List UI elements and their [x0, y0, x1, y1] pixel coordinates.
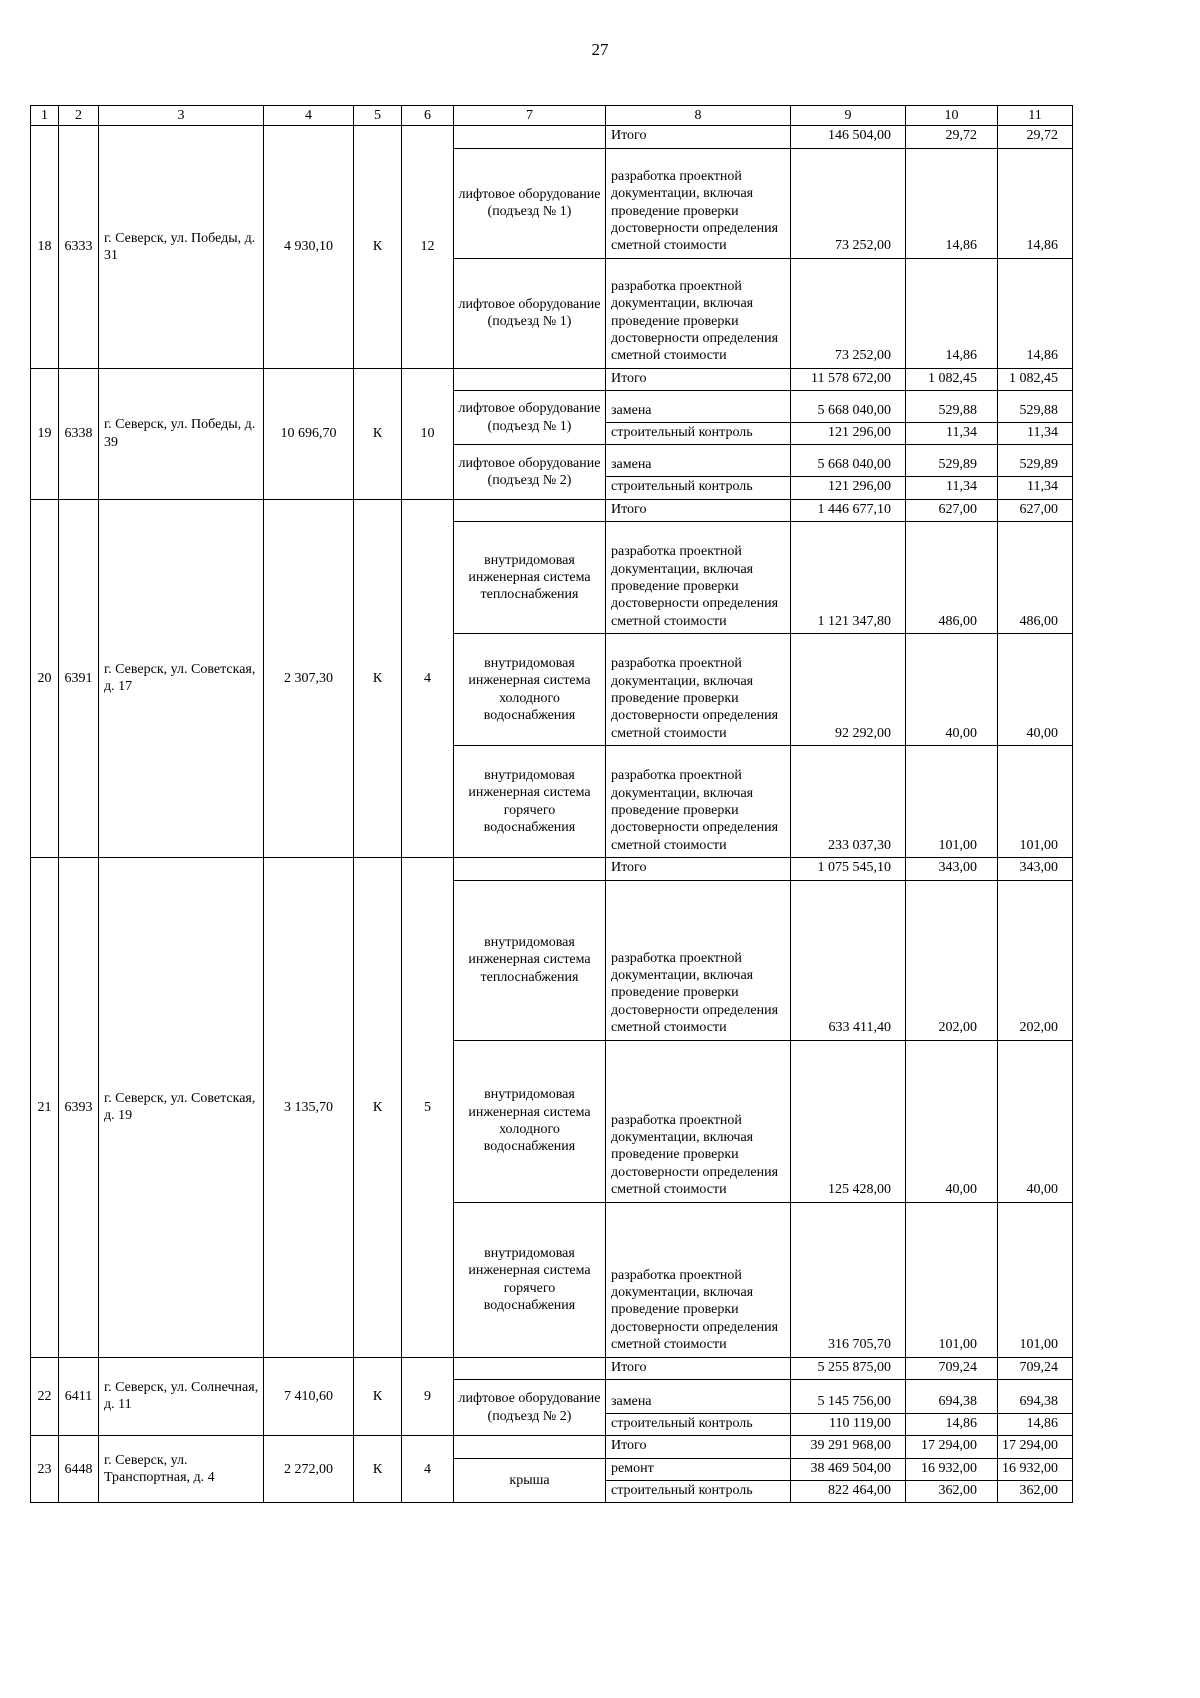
work-type-cell: разработка проектной документации, включая проведение проверки достоверности определения сметной стоимости [606, 880, 791, 1040]
count-cell: 4 [402, 499, 454, 857]
area-cell: 2 272,00 [264, 1436, 354, 1503]
unit-cost-cell: 1 082,45 [906, 368, 998, 390]
unit-cost-cell: 486,00 [906, 522, 998, 634]
work-type-cell: строительный контроль [606, 423, 791, 445]
unit-cost-cell: 11,34 [906, 423, 998, 445]
unit-cost-cell: 202,00 [906, 880, 998, 1040]
system-cell-empty [454, 499, 606, 521]
count-cell: 12 [402, 126, 454, 368]
code-cell: 6393 [59, 858, 99, 1357]
area-cell: 4 930,10 [264, 126, 354, 368]
address-cell: г. Северск, ул. Советская, д. 17 [99, 499, 264, 857]
column-header-cell: 7 [454, 106, 606, 126]
category-cell: К [354, 1436, 402, 1503]
seq-cell: 19 [31, 368, 59, 499]
cost-cell: 121 296,00 [791, 477, 906, 499]
total-row [31, 1357, 1073, 1379]
category-cell: К [354, 126, 402, 368]
system-cell: лифтовое оборудование (подъезд № 2) [454, 1379, 606, 1435]
cost-cell: 633 411,40 [791, 880, 906, 1040]
system-cell: внутридомовая инженерная система теплоснабжения [454, 522, 606, 634]
unit-cost-cell: 11,34 [998, 477, 1073, 499]
address-cell: г. Северск, ул. Солнечная, д. 11 [99, 1357, 264, 1436]
unit-cost-cell: 694,38 [906, 1379, 998, 1413]
column-header-cell: 5 [354, 106, 402, 126]
count-cell: 4 [402, 1436, 454, 1503]
cost-cell: 822 464,00 [791, 1480, 906, 1502]
system-cell: лифтовое оборудование (подъезд № 1) [454, 391, 606, 445]
column-header-cell: 9 [791, 106, 906, 126]
cost-cell: 5 145 756,00 [791, 1379, 906, 1413]
page-number: 27 [591, 40, 609, 59]
unit-cost-cell: 29,72 [998, 126, 1073, 148]
work-type-cell: разработка проектной документации, включая проведение проверки достоверности определения сметной стоимости [606, 522, 791, 634]
category-cell: К [354, 858, 402, 1357]
total-label-cell: Итого [606, 126, 791, 148]
unit-cost-cell: 529,88 [998, 391, 1073, 423]
seq-cell: 18 [31, 126, 59, 368]
total-label-cell: Итого [606, 368, 791, 390]
unit-cost-cell: 529,89 [906, 445, 998, 477]
unit-cost-cell: 40,00 [998, 1040, 1073, 1202]
system-cell-empty [454, 126, 606, 148]
system-cell: внутридомовая инженерная система горячего водоснабжения [454, 746, 606, 858]
total-row [31, 1436, 1073, 1458]
unit-cost-cell: 627,00 [998, 499, 1073, 521]
total-label-cell: Итого [606, 499, 791, 521]
repair-program-table [30, 105, 1073, 1503]
code-cell: 6448 [59, 1436, 99, 1503]
total-row [31, 368, 1073, 390]
table-header-row [31, 106, 1073, 126]
address-cell: г. Северск, ул. Победы, д. 39 [99, 368, 264, 499]
column-header-cell: 3 [99, 106, 264, 126]
address-cell: г. Северск, ул. Победы, д. 31 [99, 126, 264, 368]
system-cell-empty [454, 368, 606, 390]
work-type-cell: разработка проектной документации, включая проведение проверки достоверности определения сметной стоимости [606, 1040, 791, 1202]
cost-cell: 125 428,00 [791, 1040, 906, 1202]
system-cell-empty [454, 1357, 606, 1379]
cost-cell: 1 121 347,80 [791, 522, 906, 634]
unit-cost-cell: 529,89 [998, 445, 1073, 477]
work-type-cell: разработка проектной документации, включая проведение проверки достоверности определения сметной стоимости [606, 258, 791, 368]
total-row [31, 858, 1073, 880]
cost-cell: 92 292,00 [791, 634, 906, 746]
column-header-cell: 4 [264, 106, 354, 126]
work-type-cell: строительный контроль [606, 1413, 791, 1435]
system-cell: крыша [454, 1458, 606, 1503]
code-cell: 6411 [59, 1357, 99, 1436]
system-cell: лифтовое оборудование (подъезд № 1) [454, 148, 606, 258]
total-label-cell: Итого [606, 1436, 791, 1458]
address-cell: г. Северск, ул. Транспортная, д. 4 [99, 1436, 264, 1503]
count-cell: 5 [402, 858, 454, 1357]
work-type-cell: замена [606, 391, 791, 423]
count-cell: 9 [402, 1357, 454, 1436]
unit-cost-cell: 101,00 [998, 1202, 1073, 1357]
cost-cell: 146 504,00 [791, 126, 906, 148]
unit-cost-cell: 362,00 [998, 1480, 1073, 1502]
column-header-cell: 8 [606, 106, 791, 126]
cost-cell: 73 252,00 [791, 258, 906, 368]
unit-cost-cell: 17 294,00 [998, 1436, 1073, 1458]
address-cell: г. Северск, ул. Советская, д. 19 [99, 858, 264, 1357]
unit-cost-cell: 362,00 [906, 1480, 998, 1502]
cost-cell: 316 705,70 [791, 1202, 906, 1357]
work-type-cell: строительный контроль [606, 477, 791, 499]
column-header-cell: 6 [402, 106, 454, 126]
unit-cost-cell: 343,00 [998, 858, 1073, 880]
cost-cell: 1 446 677,10 [791, 499, 906, 521]
cost-cell: 121 296,00 [791, 423, 906, 445]
unit-cost-cell: 627,00 [906, 499, 998, 521]
total-label-cell: Итого [606, 858, 791, 880]
work-type-cell: ремонт [606, 1458, 791, 1480]
unit-cost-cell: 17 294,00 [906, 1436, 998, 1458]
seq-cell: 21 [31, 858, 59, 1357]
column-header-cell: 2 [59, 106, 99, 126]
work-type-cell: замена [606, 445, 791, 477]
system-cell: лифтовое оборудование (подъезд № 2) [454, 445, 606, 499]
category-cell: К [354, 368, 402, 499]
unit-cost-cell: 14,86 [998, 148, 1073, 258]
unit-cost-cell: 694,38 [998, 1379, 1073, 1413]
column-header-cell: 10 [906, 106, 998, 126]
area-cell: 2 307,30 [264, 499, 354, 857]
system-cell: внутридомовая инженерная система холодного водоснабжения [454, 1040, 606, 1202]
code-cell: 6391 [59, 499, 99, 857]
code-cell: 6338 [59, 368, 99, 499]
system-cell-empty [454, 1436, 606, 1458]
unit-cost-cell: 202,00 [998, 880, 1073, 1040]
unit-cost-cell: 40,00 [906, 1040, 998, 1202]
system-cell: лифтовое оборудование (подъезд № 1) [454, 258, 606, 368]
count-cell: 10 [402, 368, 454, 499]
unit-cost-cell: 101,00 [906, 746, 998, 858]
code-cell: 6333 [59, 126, 99, 368]
total-row [31, 499, 1073, 521]
unit-cost-cell: 11,34 [906, 477, 998, 499]
area-cell: 3 135,70 [264, 858, 354, 1357]
column-header-cell: 1 [31, 106, 59, 126]
total-label-cell: Итого [606, 1357, 791, 1379]
column-header-cell: 11 [998, 106, 1073, 126]
unit-cost-cell: 1 082,45 [998, 368, 1073, 390]
cost-cell: 5 668 040,00 [791, 445, 906, 477]
cost-cell: 1 075 545,10 [791, 858, 906, 880]
work-type-cell: строительный контроль [606, 1480, 791, 1502]
unit-cost-cell: 101,00 [906, 1202, 998, 1357]
unit-cost-cell: 14,86 [906, 258, 998, 368]
unit-cost-cell: 529,88 [906, 391, 998, 423]
unit-cost-cell: 14,86 [998, 258, 1073, 368]
unit-cost-cell: 40,00 [906, 634, 998, 746]
work-type-cell: замена [606, 1379, 791, 1413]
seq-cell: 20 [31, 499, 59, 857]
unit-cost-cell: 486,00 [998, 522, 1073, 634]
cost-cell: 233 037,30 [791, 746, 906, 858]
cost-cell: 5 668 040,00 [791, 391, 906, 423]
cost-cell: 5 255 875,00 [791, 1357, 906, 1379]
unit-cost-cell: 709,24 [998, 1357, 1073, 1379]
unit-cost-cell: 11,34 [998, 423, 1073, 445]
system-cell-empty [454, 858, 606, 880]
unit-cost-cell: 16 932,00 [906, 1458, 998, 1480]
category-cell: К [354, 1357, 402, 1436]
unit-cost-cell: 343,00 [906, 858, 998, 880]
cost-cell: 39 291 968,00 [791, 1436, 906, 1458]
seq-cell: 23 [31, 1436, 59, 1503]
system-cell: внутридомовая инженерная система теплоснабжения [454, 880, 606, 1040]
unit-cost-cell: 14,86 [906, 1413, 998, 1435]
cost-cell: 11 578 672,00 [791, 368, 906, 390]
unit-cost-cell: 40,00 [998, 634, 1073, 746]
unit-cost-cell: 101,00 [998, 746, 1073, 858]
system-cell: внутридомовая инженерная система горячего водоснабжения [454, 1202, 606, 1357]
total-row [31, 126, 1073, 148]
work-type-cell: разработка проектной документации, включая проведение проверки достоверности определения сметной стоимости [606, 634, 791, 746]
category-cell: К [354, 499, 402, 857]
work-type-cell: разработка проектной документации, включая проведение проверки достоверности определения сметной стоимости [606, 148, 791, 258]
work-type-cell: разработка проектной документации, включая проведение проверки достоверности определения сметной стоимости [606, 1202, 791, 1357]
area-cell: 7 410,60 [264, 1357, 354, 1436]
seq-cell: 22 [31, 1357, 59, 1436]
unit-cost-cell: 14,86 [906, 148, 998, 258]
cost-cell: 38 469 504,00 [791, 1458, 906, 1480]
cost-cell: 110 119,00 [791, 1413, 906, 1435]
area-cell: 10 696,70 [264, 368, 354, 499]
cost-cell: 73 252,00 [791, 148, 906, 258]
unit-cost-cell: 29,72 [906, 126, 998, 148]
work-type-cell: разработка проектной документации, включая проведение проверки достоверности определения сметной стоимости [606, 746, 791, 858]
unit-cost-cell: 709,24 [906, 1357, 998, 1379]
system-cell: внутридомовая инженерная система холодного водоснабжения [454, 634, 606, 746]
unit-cost-cell: 14,86 [998, 1413, 1073, 1435]
unit-cost-cell: 16 932,00 [998, 1458, 1073, 1480]
